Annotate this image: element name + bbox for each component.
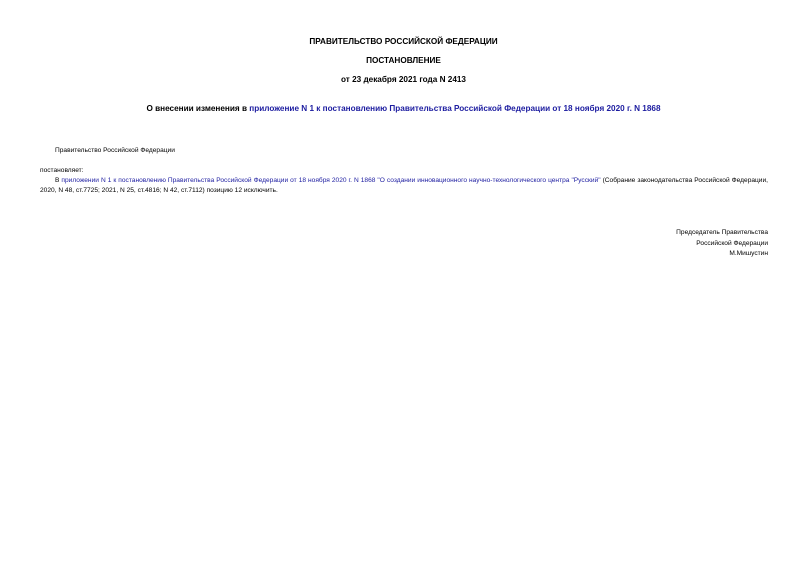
signature-block — [568, 228, 768, 260]
subject-prefix: О внесении изменения в — [146, 104, 250, 113]
document-subject — [0, 104, 807, 114]
document-date-number: от 23 декабря 2021 года N 2413 — [341, 75, 466, 84]
issuer-text: Правительство Российской Федерации — [55, 147, 175, 154]
government-title: ПРАВИТЕЛЬСТВО РОССИЙСКОЙ ФЕДЕРАЦИИ — [309, 37, 498, 46]
paragraph-prefix: В — [55, 177, 62, 184]
body-paragraph — [40, 176, 768, 196]
paragraph-suffix: (Собрание законодательства Российской Федерации, 2020, N 48, ст.7725; 2021, N 25, ст.4816; N 42, ст.7112) позицию 12 исключить. — [40, 177, 768, 194]
signature-position: Председатель Правительства — [676, 229, 768, 236]
resolves-text: постановляет: — [40, 167, 84, 174]
signature-name: М.Мишустин — [729, 250, 768, 257]
paragraph-link[interactable]: приложении N 1 к постановлению Правительства Российской Федерации от 18 ноября 2020 г. N 1868 "О создании инновационного научно-технологического центра "Русский" — [61, 177, 601, 184]
subject-link[interactable]: приложение N 1 к постановлению Правительства Российской Федерации от 18 ноября 2020 г. N 1868 — [249, 104, 661, 113]
document-type: ПОСТАНОВЛЕНИЕ — [366, 56, 441, 65]
signature-organization: Российской Федерации — [696, 239, 768, 247]
